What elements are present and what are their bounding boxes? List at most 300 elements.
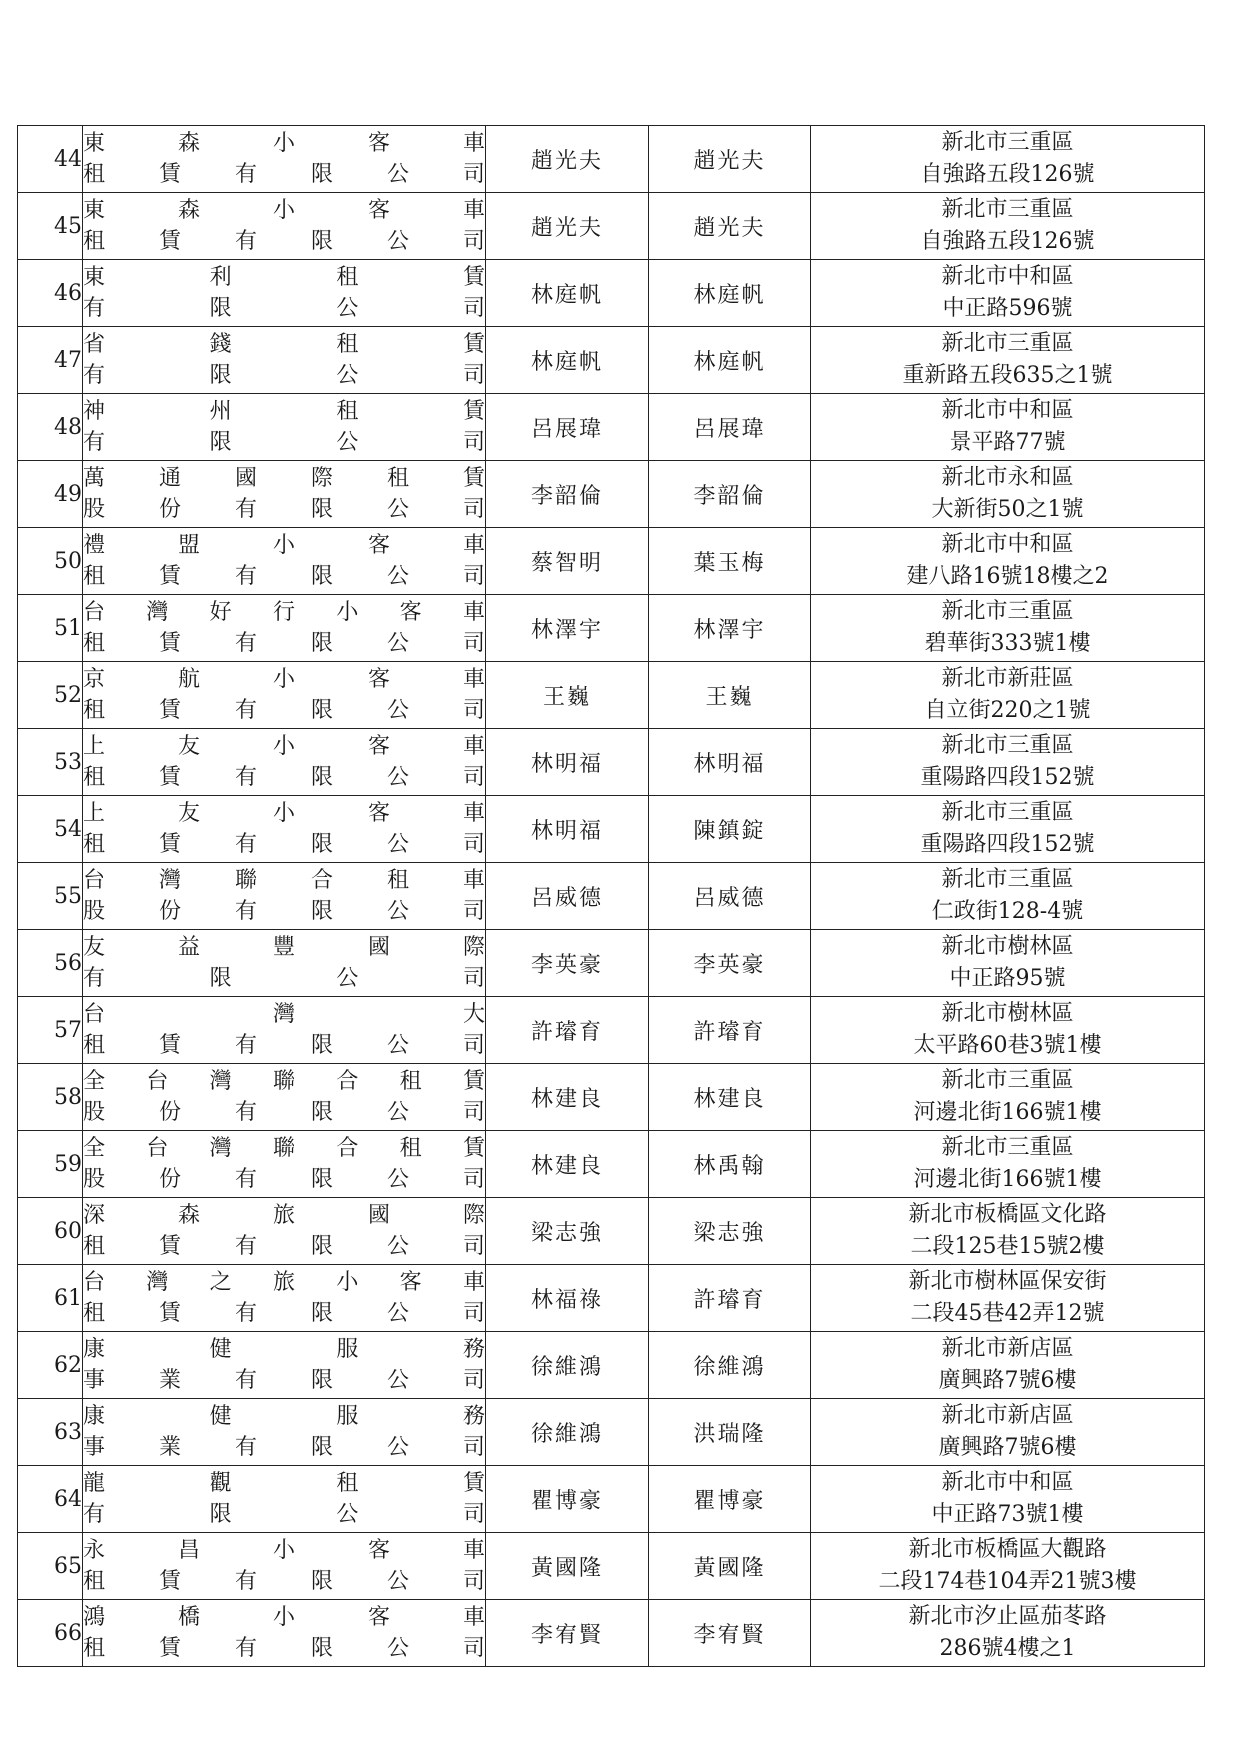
company-name-char: 有: [234, 765, 257, 790]
representative-cell: 林明福: [486, 796, 649, 863]
manager-cell: 葉玉梅: [649, 528, 811, 595]
company-name-cell: [83, 662, 486, 729]
company-name-char: 有: [234, 1368, 257, 1393]
company-name-char: 有: [234, 1569, 257, 1594]
manager-cell: 林庭帆: [649, 260, 811, 327]
company-name-line: [83, 1133, 485, 1164]
company-name-char: 森: [177, 1203, 200, 1228]
company-name-char: 限: [310, 162, 333, 187]
company-name-char: 有: [234, 899, 257, 924]
representative-cell: 王巍: [486, 662, 649, 729]
address-line: 重新路五段635之1號: [902, 363, 1113, 388]
company-name-char: 公: [386, 1435, 409, 1460]
address-line: 新北市三重區: [941, 331, 1074, 356]
company-name-line: [83, 829, 485, 860]
company-name-char: 限: [310, 832, 333, 857]
company-name-char: 有: [234, 631, 257, 656]
address-cell: [811, 930, 1205, 997]
company-name-char: 利: [209, 265, 232, 290]
company-name-char: 公: [386, 1569, 409, 1594]
company-name-char: 友: [177, 801, 200, 826]
company-name-char: 份: [158, 1167, 181, 1192]
company-name-char: 車: [462, 734, 485, 759]
address-cell: [811, 729, 1205, 796]
address-line: 新北市中和區: [941, 532, 1074, 557]
company-name-char: 客: [367, 1538, 390, 1563]
company-name-char: 司: [462, 229, 485, 254]
table-row: [18, 1466, 1205, 1533]
company-name-line: [83, 1566, 485, 1597]
company-name-char: 公: [336, 363, 359, 388]
company-name-char: 車: [462, 1538, 485, 1563]
company-name-char: 限: [209, 430, 232, 455]
company-name-char: 小: [272, 801, 295, 826]
company-name-char: 限: [209, 363, 232, 388]
company-name-char: 賃: [462, 265, 485, 290]
company-name-cell: [83, 1332, 486, 1399]
address-cell: [811, 1399, 1205, 1466]
company-name-char: 限: [209, 1502, 232, 1527]
company-name-char: 租: [336, 332, 359, 357]
company-name-char: 司: [462, 1502, 485, 1527]
manager-cell: 林庭帆: [649, 327, 811, 394]
company-name-char: 公: [386, 1636, 409, 1661]
row-number: 49: [18, 461, 83, 528]
company-name-char: 租: [399, 1069, 422, 1094]
company-name-cell: [83, 729, 486, 796]
address-line: 新北市三重區: [941, 1068, 1074, 1093]
company-name-char: 客: [399, 600, 422, 625]
company-name-char: 合: [336, 1069, 359, 1094]
address-cell: [811, 595, 1205, 662]
company-name-char: 限: [310, 1234, 333, 1259]
row-number: 46: [18, 260, 83, 327]
address-line: 新北市三重區: [941, 733, 1074, 758]
company-name-char: 限: [310, 698, 333, 723]
address-line: 新北市樹林區保安街: [908, 1269, 1107, 1294]
company-name-char: 司: [462, 1167, 485, 1192]
company-name-char: 有: [234, 564, 257, 589]
company-name-char: 灣: [146, 1270, 169, 1295]
company-name-char: 台: [146, 1136, 169, 1161]
company-name-line: [83, 1334, 485, 1365]
company-name-char: 限: [310, 1368, 333, 1393]
company-name-char: 賃: [158, 1033, 181, 1058]
manager-cell: 趙光夫: [649, 126, 811, 193]
address-line: 二段45巷42弄12號: [910, 1301, 1105, 1326]
company-name-cell: [83, 997, 486, 1064]
company-name-line: [83, 427, 485, 458]
company-name-char: 灣: [158, 868, 181, 893]
address-cell: [811, 662, 1205, 729]
company-name-char: 租: [83, 1569, 106, 1594]
company-name-char: 限: [310, 631, 333, 656]
company-name-cell: [83, 1466, 486, 1533]
company-name-line: [83, 1432, 485, 1463]
company-name-char: 租: [386, 466, 409, 491]
row-number: 65: [18, 1533, 83, 1600]
company-name-char: 際: [462, 935, 485, 960]
table-row: [18, 863, 1205, 930]
company-name-line: [83, 1298, 485, 1329]
address-line: 中正路73號1樓: [931, 1502, 1084, 1527]
company-name-char: 司: [462, 296, 485, 321]
company-name-line: [83, 1097, 485, 1128]
manager-cell: 洪瑞隆: [649, 1399, 811, 1466]
company-name-char: 限: [310, 1167, 333, 1192]
representative-cell: 黃國隆: [486, 1533, 649, 1600]
company-name-cell: [83, 1064, 486, 1131]
address-line: 太平路60巷3號1樓: [913, 1033, 1102, 1058]
representative-cell: 許璿育: [486, 997, 649, 1064]
company-name-char: 公: [336, 966, 359, 991]
representative-cell: 梁志強: [486, 1198, 649, 1265]
table-row: [18, 1131, 1205, 1198]
company-name-char: 賃: [158, 1301, 181, 1326]
company-name-char: 灣: [209, 1069, 232, 1094]
company-name-char: 有: [83, 296, 106, 321]
address-line: 新北市永和區: [941, 465, 1074, 490]
company-name-line: [83, 1633, 485, 1664]
company-name-char: 有: [234, 1435, 257, 1460]
table-row: [18, 796, 1205, 863]
company-name-char: 股: [83, 497, 106, 522]
company-name-char: 業: [158, 1368, 181, 1393]
company-name-char: 小: [272, 131, 295, 156]
address-line: 仁政街128-4號: [931, 899, 1084, 924]
manager-cell: 瞿博豪: [649, 1466, 811, 1533]
company-name-char: 車: [462, 1270, 485, 1295]
address-line: 新北市中和區: [941, 264, 1074, 289]
representative-cell: 林明福: [486, 729, 649, 796]
address-line: 新北市中和區: [941, 1470, 1074, 1495]
company-name-char: 東: [83, 265, 106, 290]
company-name-char: 事: [83, 1435, 106, 1460]
company-name-char: 好: [209, 600, 232, 625]
company-name-char: 灣: [209, 1136, 232, 1161]
company-name-char: 灣: [272, 1002, 295, 1027]
company-name-char: 車: [462, 868, 485, 893]
company-name-cell: [83, 1600, 486, 1667]
manager-cell: 許璿育: [649, 997, 811, 1064]
company-name-char: 錢: [209, 332, 232, 357]
address-line: 新北市三重區: [941, 867, 1074, 892]
company-name-char: 租: [83, 1636, 106, 1661]
address-cell: [811, 126, 1205, 193]
representative-cell: 李韶倫: [486, 461, 649, 528]
representative-cell: 李宥賢: [486, 1600, 649, 1667]
company-name-char: 州: [209, 399, 232, 424]
company-name-char: 有: [83, 1502, 106, 1527]
company-name-char: 有: [234, 1100, 257, 1125]
address-cell: [811, 796, 1205, 863]
company-name-char: 旅: [272, 1270, 295, 1295]
company-name-line: [83, 999, 485, 1030]
company-name-char: 賃: [462, 1069, 485, 1094]
company-name-char: 有: [234, 1167, 257, 1192]
company-name-line: [83, 530, 485, 561]
company-name-char: 務: [462, 1404, 485, 1429]
company-name-cell: [83, 595, 486, 662]
company-name-char: 萬: [83, 466, 106, 491]
company-name-char: 橋: [177, 1605, 200, 1630]
table-row: [18, 1265, 1205, 1332]
company-name-char: 限: [310, 564, 333, 589]
company-name-cell: [83, 126, 486, 193]
company-name-char: 通: [158, 466, 181, 491]
company-name-char: 觀: [209, 1471, 232, 1496]
company-name-char: 小: [272, 734, 295, 759]
representative-cell: 呂展瑋: [486, 394, 649, 461]
company-name-line: [83, 1365, 485, 1396]
address-line: 新北市汐止區茄苳路: [908, 1604, 1107, 1629]
address-cell: [811, 997, 1205, 1064]
table-row: [18, 1332, 1205, 1399]
company-name-char: 限: [310, 497, 333, 522]
manager-cell: 李宥賢: [649, 1600, 811, 1667]
address-cell: [811, 394, 1205, 461]
company-name-char: 深: [83, 1203, 106, 1228]
company-name-char: 公: [386, 1167, 409, 1192]
company-name-line: [83, 1499, 485, 1530]
row-number: 52: [18, 662, 83, 729]
company-name-line: [83, 762, 485, 793]
company-name-char: 上: [83, 801, 106, 826]
company-name-char: 限: [310, 1100, 333, 1125]
table-body: [18, 126, 1205, 1667]
company-name-char: 益: [177, 935, 200, 960]
company-name-cell: [83, 461, 486, 528]
company-name-char: 車: [462, 600, 485, 625]
manager-cell: 林禹翰: [649, 1131, 811, 1198]
company-name-char: 租: [83, 162, 106, 187]
company-name-line: [83, 159, 485, 190]
table-row: [18, 930, 1205, 997]
manager-cell: 林澤宇: [649, 595, 811, 662]
company-name-char: 行: [272, 600, 295, 625]
address-cell: [811, 461, 1205, 528]
company-name-char: 賃: [158, 229, 181, 254]
manager-cell: 李韶倫: [649, 461, 811, 528]
manager-cell: 王巍: [649, 662, 811, 729]
company-name-char: 台: [83, 1270, 106, 1295]
company-name-line: [83, 1267, 485, 1298]
row-number: 60: [18, 1198, 83, 1265]
address-cell: [811, 1332, 1205, 1399]
company-name-char: 限: [310, 765, 333, 790]
company-name-char: 賃: [158, 698, 181, 723]
company-name-char: 康: [83, 1337, 106, 1362]
manager-cell: 許璿育: [649, 1265, 811, 1332]
company-name-char: 合: [310, 868, 333, 893]
company-name-char: 賃: [462, 1471, 485, 1496]
company-name-char: 賃: [158, 1636, 181, 1661]
company-name-char: 友: [177, 734, 200, 759]
manager-cell: 趙光夫: [649, 193, 811, 260]
manager-cell: 李英豪: [649, 930, 811, 997]
company-name-char: 客: [367, 131, 390, 156]
company-name-char: 股: [83, 899, 106, 924]
company-name-char: 車: [462, 198, 485, 223]
address-line: 碧華街333號1樓: [924, 631, 1091, 656]
company-name-char: 司: [462, 966, 485, 991]
address-cell: [811, 1198, 1205, 1265]
row-number: 48: [18, 394, 83, 461]
company-name-char: 國: [367, 935, 390, 960]
company-name-char: 賃: [158, 765, 181, 790]
company-name-char: 航: [177, 667, 200, 692]
company-name-char: 服: [336, 1337, 359, 1362]
company-name-char: 客: [367, 533, 390, 558]
company-name-char: 限: [209, 966, 232, 991]
table-row: [18, 260, 1205, 327]
address-line: 自強路五段126號: [920, 162, 1095, 187]
company-name-cell: [83, 1533, 486, 1600]
company-name-cell: [83, 863, 486, 930]
company-name-line: [83, 628, 485, 659]
company-name-char: 限: [209, 296, 232, 321]
company-name-char: 車: [462, 1605, 485, 1630]
company-name-char: 小: [336, 600, 359, 625]
company-name-char: 國: [367, 1203, 390, 1228]
company-name-char: 司: [462, 162, 485, 187]
table-row: [18, 729, 1205, 796]
address-cell: [811, 1064, 1205, 1131]
company-name-char: 公: [386, 899, 409, 924]
company-name-char: 司: [462, 832, 485, 857]
company-name-char: 租: [83, 564, 106, 589]
company-name-line: [83, 128, 485, 159]
company-name-char: 小: [272, 533, 295, 558]
company-name-char: 客: [367, 1605, 390, 1630]
company-name-char: 司: [462, 698, 485, 723]
company-name-char: 租: [336, 265, 359, 290]
company-name-cell: [83, 528, 486, 595]
address-cell: [811, 1600, 1205, 1667]
representative-cell: 呂威德: [486, 863, 649, 930]
company-name-char: 森: [177, 198, 200, 223]
representative-cell: 林福祿: [486, 1265, 649, 1332]
address-cell: [811, 193, 1205, 260]
company-name-char: 司: [462, 631, 485, 656]
row-number: 64: [18, 1466, 83, 1533]
company-name-char: 車: [462, 131, 485, 156]
company-name-char: 租: [386, 868, 409, 893]
address-line: 新北市三重區: [941, 599, 1074, 624]
table-row: [18, 662, 1205, 729]
address-line: 新北市新店區: [941, 1403, 1074, 1428]
address-cell: [811, 1131, 1205, 1198]
company-name-char: 司: [462, 899, 485, 924]
company-name-char: 有: [83, 363, 106, 388]
company-registry-table: [17, 125, 1205, 1667]
company-name-char: 公: [386, 564, 409, 589]
company-name-char: 公: [336, 1502, 359, 1527]
company-name-char: 限: [310, 1569, 333, 1594]
company-name-char: 公: [386, 631, 409, 656]
company-name-char: 友: [83, 935, 106, 960]
company-name-char: 大: [462, 1002, 485, 1027]
company-name-char: 賃: [158, 564, 181, 589]
address-line: 新北市三重區: [941, 197, 1074, 222]
company-name-char: 公: [386, 832, 409, 857]
address-line: 新北市新莊區: [941, 666, 1074, 691]
company-name-char: 公: [386, 1234, 409, 1259]
address-line: 中正路596號: [942, 296, 1073, 321]
company-name-char: 京: [83, 667, 106, 692]
company-name-cell: [83, 796, 486, 863]
company-name-char: 業: [158, 1435, 181, 1460]
company-name-char: 賃: [462, 399, 485, 424]
company-name-line: [83, 396, 485, 427]
company-name-char: 有: [234, 832, 257, 857]
company-name-char: 省: [83, 332, 106, 357]
company-name-char: 際: [310, 466, 333, 491]
company-name-char: 賃: [158, 631, 181, 656]
company-name-char: 司: [462, 497, 485, 522]
company-name-cell: [83, 327, 486, 394]
company-name-char: 公: [386, 229, 409, 254]
company-name-line: [83, 1468, 485, 1499]
company-name-char: 小: [336, 1270, 359, 1295]
company-name-char: 司: [462, 363, 485, 388]
company-name-char: 賃: [158, 832, 181, 857]
company-name-char: 租: [83, 832, 106, 857]
company-name-line: [83, 695, 485, 726]
company-name-line: [83, 597, 485, 628]
representative-cell: 趙光夫: [486, 126, 649, 193]
company-name-char: 司: [462, 1569, 485, 1594]
company-name-char: 租: [83, 631, 106, 656]
address-line: 新北市板橋區大觀路: [908, 1537, 1107, 1562]
company-name-char: 客: [367, 667, 390, 692]
company-name-line: [83, 1164, 485, 1195]
company-name-char: 公: [336, 296, 359, 321]
row-number: 58: [18, 1064, 83, 1131]
company-name-char: 有: [83, 966, 106, 991]
company-name-line: [83, 1231, 485, 1262]
table-row: [18, 394, 1205, 461]
company-name-char: 車: [462, 667, 485, 692]
address-line: 新北市新店區: [941, 1336, 1074, 1361]
company-name-char: 司: [462, 765, 485, 790]
company-name-char: 車: [462, 801, 485, 826]
company-name-char: 服: [336, 1404, 359, 1429]
company-name-char: 份: [158, 497, 181, 522]
company-name-line: [83, 896, 485, 927]
company-name-char: 事: [83, 1368, 106, 1393]
company-name-line: [83, 1200, 485, 1231]
company-name-line: [83, 463, 485, 494]
company-name-char: 賃: [462, 332, 485, 357]
company-name-cell: [83, 1265, 486, 1332]
company-name-cell: [83, 193, 486, 260]
company-name-char: 租: [83, 698, 106, 723]
company-name-line: [83, 731, 485, 762]
company-name-char: 龍: [83, 1471, 106, 1496]
address-cell: [811, 1265, 1205, 1332]
company-name-cell: [83, 394, 486, 461]
address-line: 中正路95號: [949, 966, 1066, 991]
company-name-char: 有: [234, 497, 257, 522]
company-name-char: 限: [310, 1435, 333, 1460]
representative-cell: 蔡智明: [486, 528, 649, 595]
row-number: 57: [18, 997, 83, 1064]
table-row: [18, 193, 1205, 260]
company-name-line: [83, 226, 485, 257]
row-number: 55: [18, 863, 83, 930]
company-name-char: 豐: [272, 935, 295, 960]
